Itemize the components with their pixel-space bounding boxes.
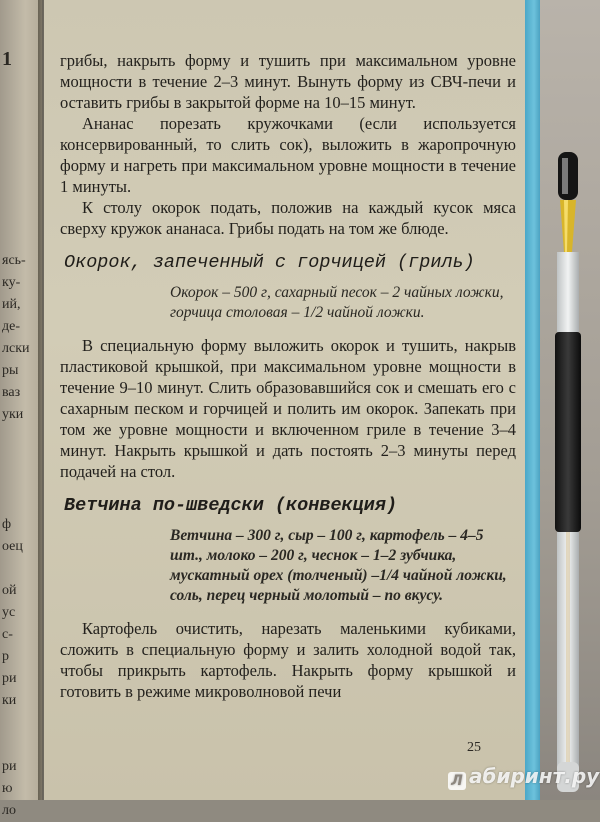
left-page-fragment-line bbox=[2, 558, 42, 580]
left-page-fragment-line: ий, bbox=[2, 297, 21, 312]
left-page-fragment-line bbox=[2, 492, 42, 514]
left-page-fragment-line: ри bbox=[2, 671, 17, 686]
left-page-fragment-line: ус bbox=[2, 605, 16, 620]
left-page-fragment-line: ло bbox=[2, 803, 16, 818]
watermark-text: абиринт.ру bbox=[469, 764, 600, 788]
left-page-fragment-line bbox=[2, 712, 42, 734]
left-page-fragment-line: де- bbox=[2, 319, 20, 334]
left-page-fragment-line: ри bbox=[2, 759, 17, 774]
left-page-fragment-line: уки bbox=[2, 407, 24, 422]
left-page-fragments bbox=[2, 250, 42, 822]
left-page-fragment-line: оец bbox=[2, 539, 23, 554]
paragraph-2: Ананас порезать кружочками (если используется консервированный, то слить сок), выложить в жаропрочную форму и нагреть при максимальном уровне мощности в течение 1 минуты. bbox=[60, 114, 516, 196]
left-page-fragment-line: р bbox=[2, 649, 9, 664]
left-page-fragment-line: ваз bbox=[2, 385, 21, 400]
left-page-fragment-line: ю bbox=[2, 781, 13, 796]
left-page-fragment-line: ясь- bbox=[2, 253, 26, 268]
left-page-fragment-top: 1 bbox=[2, 48, 12, 70]
left-page-fragment-line: ки bbox=[2, 693, 17, 708]
pen-image bbox=[548, 152, 588, 792]
labirint-logo: Л bbox=[448, 772, 466, 790]
left-page-fragment-line bbox=[2, 426, 42, 448]
paragraph-3: К столу окорок подать, положив на каждый кусок мяса сверху кружок ананаса. Грибы подать на том же блюде. bbox=[60, 198, 516, 238]
left-page-fragment-line: ой bbox=[2, 583, 17, 598]
left-page-fragment-line bbox=[2, 734, 42, 756]
recipe-title-1: Окорок, запеченный с горчицей (гриль) bbox=[64, 252, 475, 273]
page-text-block bbox=[60, 50, 516, 702]
left-page-fragment-line: ры bbox=[2, 363, 19, 378]
left-page-fragment-line: ку- bbox=[2, 275, 21, 290]
left-page-fragment-line: лски bbox=[2, 341, 30, 356]
left-page-fragment-line bbox=[2, 470, 42, 492]
labirint-watermark bbox=[448, 764, 599, 790]
recipe-1-ingredients: Окорок – 500 г, сахарный песок – 2 чайных ложки, горчица столовая – 1/2 чайной ложки. bbox=[170, 284, 504, 321]
recipe-1-instructions: В специальную форму выложить окорок и тушить, накрыв пластиковой крышкой, при максимальном уровне мощности в течение 9–10 минут. Слить образовавшийся сок и смешать его с сахарным песком и горчицей и полить им окорок. Запекать при том же уровне мощности и включенном гриле в течение 3–4 минут. Накрыть крышкой и дать постоять 2–3 минуты перед подачей на стол. bbox=[60, 336, 516, 481]
left-page-fragment-line: с- bbox=[2, 627, 13, 642]
left-page-fragment-line bbox=[2, 448, 42, 470]
left-page-fragment-line: ф bbox=[2, 517, 12, 532]
recipe-2-instructions: Картофель очистить, нарезать маленькими кубиками, сложить в специальную форму и залить холодной водой так, чтобы прикрыть картофель. Накрыть форму крышкой и готовить в режиме микроволновой печи bbox=[60, 619, 516, 701]
recipe-title-2: Ветчина по-шведски (конвекция) bbox=[64, 495, 398, 516]
page-number: 25 bbox=[467, 740, 481, 755]
recipe-2-ingredients: Ветчина – 300 г, сыр – 100 г, картофель – 4–5 шт., молоко – 200 г, чеснок – 1–2 зубчика, мускатный орех (толченый) –1/4 чайной ложки, соль, перец черный молотый – по вкусу. bbox=[170, 527, 507, 604]
paragraph-1: грибы, накрыть форму и тушить при максимальном уровне мощности в течение 2–3 минут. Вынуть форму из СВЧ-печи и оставить грибы в закрытой форме на 10–15 минут. bbox=[60, 51, 516, 112]
